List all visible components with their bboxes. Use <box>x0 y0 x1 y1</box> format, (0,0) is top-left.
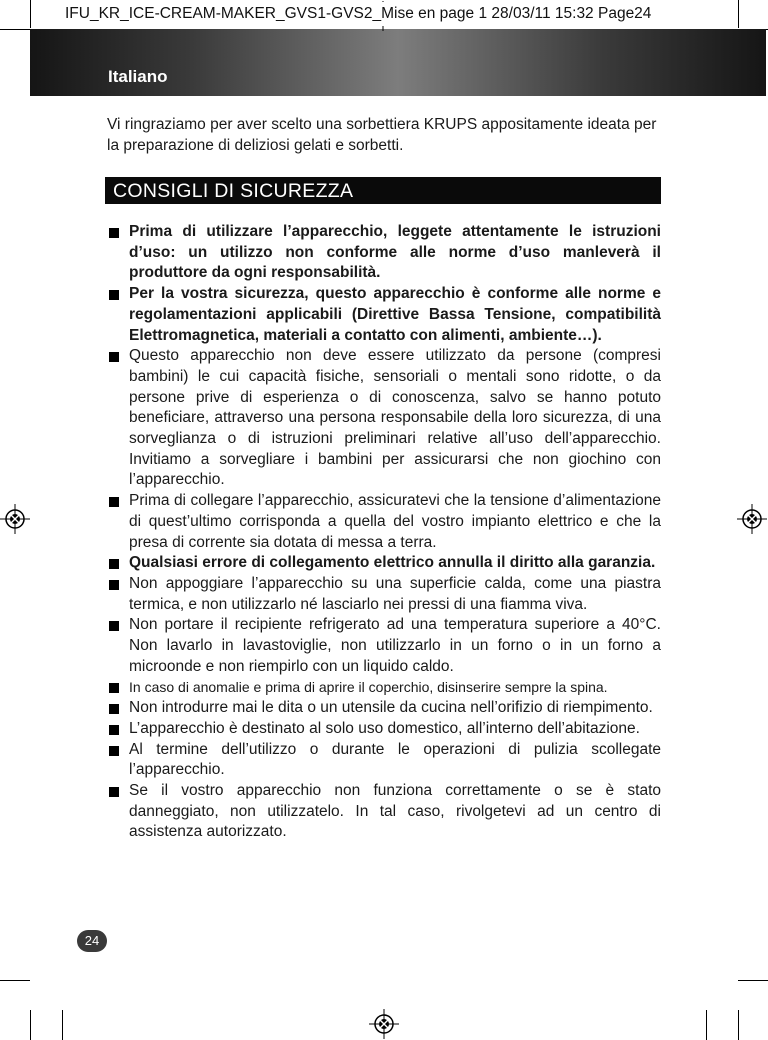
crop-mark <box>706 1010 707 1040</box>
list-item <box>107 781 661 843</box>
list-item <box>107 574 661 615</box>
list-item-text: Non introdurre mai le dita o un utensile da cucina nell’orifizio di riempimento. <box>129 699 653 717</box>
square-bullet-icon <box>109 497 119 507</box>
list-item <box>107 719 661 740</box>
intro-paragraph: Vi ringraziamo per aver scelto una sorbettiera KRUPS appositamente ideata per la preparazione di deliziosi gelati e sorbetti. <box>107 116 657 154</box>
safety-list <box>107 222 661 843</box>
registration-mark-icon <box>369 1009 399 1039</box>
crop-mark <box>30 0 31 28</box>
square-bullet-icon <box>109 683 119 693</box>
list-item-text: Prima di collegare l’apparecchio, assicuratevi che la tensione d’alimentazione di quest’ultimo corrisponda a quella del vostro impianto elettrico e che la presa di corrente sia dotata di messa a terra. <box>129 492 661 551</box>
page-number: 24 <box>77 930 107 952</box>
square-bullet-icon <box>109 580 119 590</box>
list-item-text: Al termine dell’utilizzo o durante le operazioni di pulizia scollegate l’apparecchio. <box>129 740 661 779</box>
square-bullet-icon <box>109 704 119 714</box>
square-bullet-icon <box>109 787 119 797</box>
list-item <box>107 677 661 698</box>
list-item-text: Qualsiasi errore di collegamento elettrico annulla il diritto alla garanzia. <box>129 554 656 572</box>
crop-mark <box>738 1010 739 1040</box>
list-item <box>107 698 661 719</box>
print-slug-line: IFU_KR_ICE-CREAM-MAKER_GVS1-GVS2_Mise en page 1 28/03/11 15:32 Page24 <box>62 2 715 26</box>
list-item-text: Non appoggiare l’apparecchio su una superficie calda, come una piastra termica, e non utilizzarlo né lasciarlo nei pressi di una fiamma viva. <box>129 574 661 613</box>
registration-mark-icon <box>0 504 30 534</box>
list-item <box>107 553 661 574</box>
crop-mark <box>738 0 739 28</box>
square-bullet-icon <box>109 725 119 735</box>
list-item <box>107 615 661 677</box>
square-bullet-icon <box>109 290 119 300</box>
list-item <box>107 346 661 491</box>
list-item-text: Non portare il recipiente refrigerato ad una temperatura superiore a 40°C. Non lavarlo in lavastoviglie, non utilizzarlo in un forno o in un forno a microonde e non riempirlo con un liquido caldo. <box>129 616 661 675</box>
crop-mark <box>62 1010 63 1040</box>
list-item-text: Per la vostra sicurezza, questo apparecchio è conforme alle norme e regolamentazioni applicabili (Direttive Bassa Tensione, compatibilità Elettromagnetica, materiali a contatto con alimenti, ambiente…). <box>129 285 661 344</box>
section-title: CONSIGLI DI SICUREZZA <box>113 180 354 202</box>
list-item-text: In caso di anomalie e prima di aprire il coperchio, disinserire sempre la spina. <box>129 679 608 696</box>
square-bullet-icon <box>109 621 119 631</box>
list-item-text: Prima di utilizzare l’apparecchio, leggete attentamente le istruzioni d’uso: un utilizzo non conforme alle norme d’uso manleverà il produttore da ogni responsabilità. <box>129 223 661 282</box>
square-bullet-icon <box>109 746 119 756</box>
language-label: Italiano <box>108 67 168 86</box>
list-item <box>107 491 661 553</box>
section-heading-bar <box>105 177 661 204</box>
header-band <box>30 29 766 96</box>
square-bullet-icon <box>109 559 119 569</box>
list-item-text: L’apparecchio è destinato al solo uso domestico, all’interno dell’abitazione. <box>129 719 640 737</box>
list-item <box>107 284 661 346</box>
crop-mark <box>0 980 30 981</box>
square-bullet-icon <box>109 228 119 238</box>
list-item <box>107 740 661 781</box>
crop-mark <box>0 29 30 30</box>
square-bullet-icon <box>109 352 119 362</box>
crop-mark <box>30 1010 31 1040</box>
registration-mark-icon <box>737 504 767 534</box>
list-item <box>107 222 661 284</box>
list-item-text: Se il vostro apparecchio non funziona correttamente o se è stato danneggiato, non utilizzatelo. In tal caso, rivolgetevi ad un centro di assistenza autorizzato. <box>129 781 661 841</box>
list-item-text: Questo apparecchio non deve essere utilizzato da persone (compresi bambini) le cui capacità fisiche, sensoriali o mentali sono ridotte, o da persone prive di esperienza o di conoscenza, salvo se hanno potuto beneficiare, attraverso una persona responsabile della loro sicurezza, di una sorveglianza o di istruzioni preliminari relative all’uso dell’apparecchio. Invitiamo a sorvegliare i bambini per assicurarsi che non giochino con l’apparecchio. <box>129 347 661 489</box>
crop-mark <box>738 980 768 981</box>
